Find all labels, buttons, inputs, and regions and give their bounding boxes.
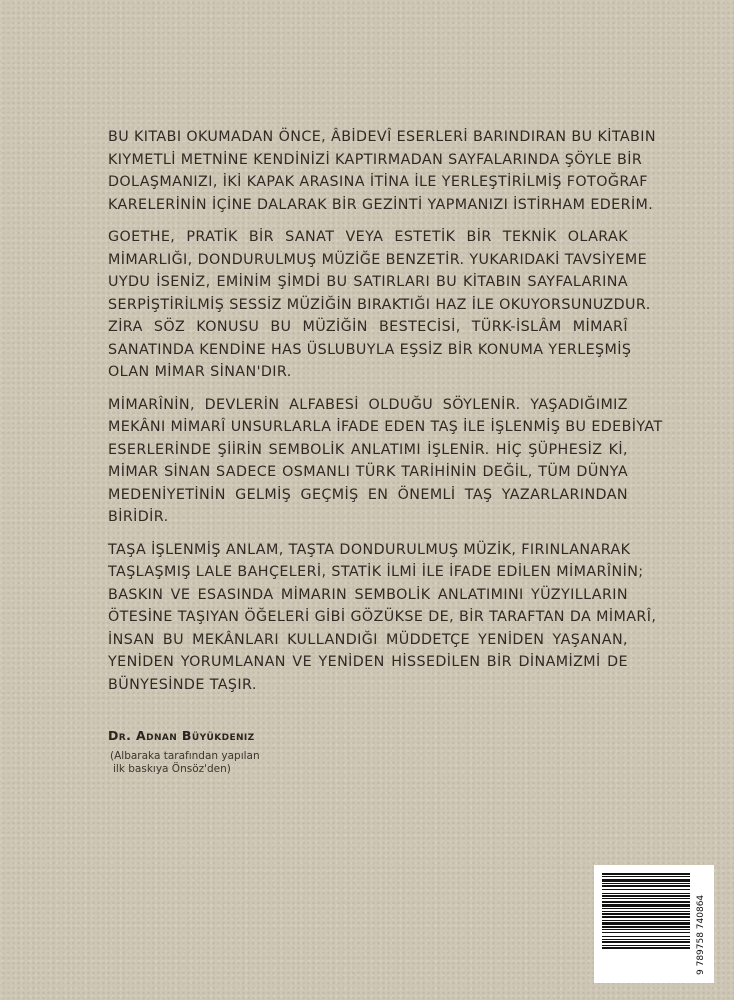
barcode-bar [602, 922, 690, 925]
barcode-bar [602, 873, 690, 875]
source-note-line: ilk baskıya Önsöz'den) [113, 763, 231, 775]
barcode-bar [602, 898, 690, 899]
paragraph [108, 539, 657, 697]
barcode-bar [602, 941, 690, 943]
barcode-bar [602, 929, 690, 930]
paragraph-line: İNSAN BU MEKÂNLARI KULLANDIĞI MÜDDETÇE YENİDEN YAŞANAN, [108, 631, 628, 648]
barcode-bar [602, 895, 690, 897]
barcode-bar [602, 947, 690, 949]
barcode [594, 865, 714, 983]
paragraph-line: MİMARLIĞI, DONDURULMUŞ MÜZİĞE BENZETİR. YUKARIDAKİ TAVSİYEME [108, 251, 648, 268]
paragraph-line: SERPİŞTİRİLMİŞ SESSİZ MÜZİĞİN BIRAKTIĞI HAZ İLE OKUYORSUNUZDUR. [108, 296, 651, 313]
isbn-number: 9 789758 740864 [696, 894, 706, 975]
paragraph-line: MEDENİYETİNİN GELMİŞ GEÇMİŞ EN ÖNEMLİ TAŞ YAZARLARINDAN [108, 486, 628, 503]
paragraph-line: ZİRA SÖZ KONUSU BU MÜZİĞİN BESTECİSİ, TÜRK-İSLÂM MİMARÎ [108, 319, 628, 335]
author-name: Dr. Adnan Büyükdeniz [108, 728, 255, 743]
paragraph-line: OLAN MİMAR SİNAN'DIR. [108, 364, 292, 380]
paragraph-line: DOLAŞMANIZI, İKİ KAPAK ARASINA İTİNA İLE YERLEŞTİRİLMİŞ FOTOĞRAF [108, 174, 648, 190]
paragraph-line: BASKIN VE ESASINDA MİMARIN SEMBOLİK ANLATIMINI YÜZYILLARIN [108, 586, 628, 603]
barcode-bar [602, 926, 690, 928]
barcode-bar [602, 883, 690, 884]
paragraph-line: KARELERİNİN İÇİNE DALARAK BİR GEZİNTİ YAPMANIZI İSTİRHAM EDERİM. [108, 196, 654, 213]
barcode-bar [602, 876, 690, 877]
barcode-bar [602, 920, 690, 921]
paragraph-line: TAŞLAŞMIŞ LALE BAHÇELERİ, STATİK İLMİ İLE İFADE EDİLEN MİMARÎNİN; [108, 564, 644, 580]
paragraph-line: KIYMETLİ METNİNE KENDİNİZİ KAPTIRMADAN SAYFALARINDA ŞÖYLE BİR [108, 151, 643, 168]
barcode-bar [602, 939, 690, 940]
paragraph-line: GOETHE, PRATİK BİR SANAT VEYA ESTETİK BİR TEKNİK OLARAK [108, 229, 628, 245]
paragraph-line: TAŞA İŞLENMİŞ ANLAM, TAŞTA DONDURULMUŞ MÜZİK, FIRINLANARAK [108, 541, 631, 558]
barcode-graphic [600, 871, 708, 977]
paragraph-line: BÜNYESİNDE TAŞIR. [108, 676, 257, 693]
paragraph-line: YENİDEN YORUMLANAN VE YENİDEN HİSSEDİLEN BİR DİNAMİZMİ DE [108, 654, 628, 670]
paragraph [108, 226, 651, 384]
barcode-bar [602, 901, 690, 903]
barcode-bar [602, 904, 690, 907]
barcode-bar [602, 932, 690, 933]
barcode-bar [602, 893, 690, 894]
barcode-bar [602, 908, 690, 909]
paragraph-line: MİMAR SİNAN SADECE OSMANLI TÜRK TARİHİNİN DEĞİL, TÜM DÜNYA [108, 464, 628, 480]
barcode-bar [602, 945, 690, 946]
barcode-bar [602, 913, 690, 915]
paragraph-line: ESERLERİNDE ŞİİRİN SEMBOLİK ANLATIMI İŞLENİR. HİÇ ŞÜPHESİZ Kİ, [108, 441, 628, 458]
barcode-bar [602, 936, 690, 937]
paragraph-line: ÖTESİNE TAŞIYAN ÖĞELERİ GİBİ GÖZÜKSE DE, BİR TARAFTAN DA MİMARÎ, [108, 609, 657, 625]
source-note-line: (Albaraka tarafından yapılan [110, 750, 260, 762]
paragraph [108, 126, 656, 216]
source-note [110, 750, 260, 776]
paragraph-line: MEKÂNI MİMARÎ UNSURLARLA İFADE EDEN TAŞ İLE İŞLENMİŞ BU EDEBİYAT [108, 419, 663, 435]
barcode-bar [602, 879, 690, 882]
paragraph-line: BİRİDİR. [108, 509, 169, 525]
paragraph-line: MİMARÎNİN, DEVLERİN ALFABESİ OLDUĞU SÖYLENİR. YAŞADIĞIMIZ [108, 396, 628, 413]
paragraph-line: BU KITABI OKUMADAN ÖNCE, ÂBİDEVÎ ESERLERİ BARINDIRAN BU KİTABIN [108, 129, 656, 145]
barcode-bar [602, 916, 690, 918]
preface-text [108, 126, 663, 706]
barcode-bar [602, 885, 690, 887]
paragraph-line: UYDU İSENİZ, EMİNİM ŞİMDİ BU SATIRLARI BU KİTABIN SAYFALARINA [108, 274, 628, 290]
barcode-bar [602, 911, 690, 912]
paragraph [108, 394, 663, 529]
barcode-bar [602, 889, 690, 890]
paragraph-line: SANATINDA KENDİNE HAS ÜSLUBUYLA EŞSİZ BİR KONUMA YERLEŞMİŞ [108, 341, 632, 358]
